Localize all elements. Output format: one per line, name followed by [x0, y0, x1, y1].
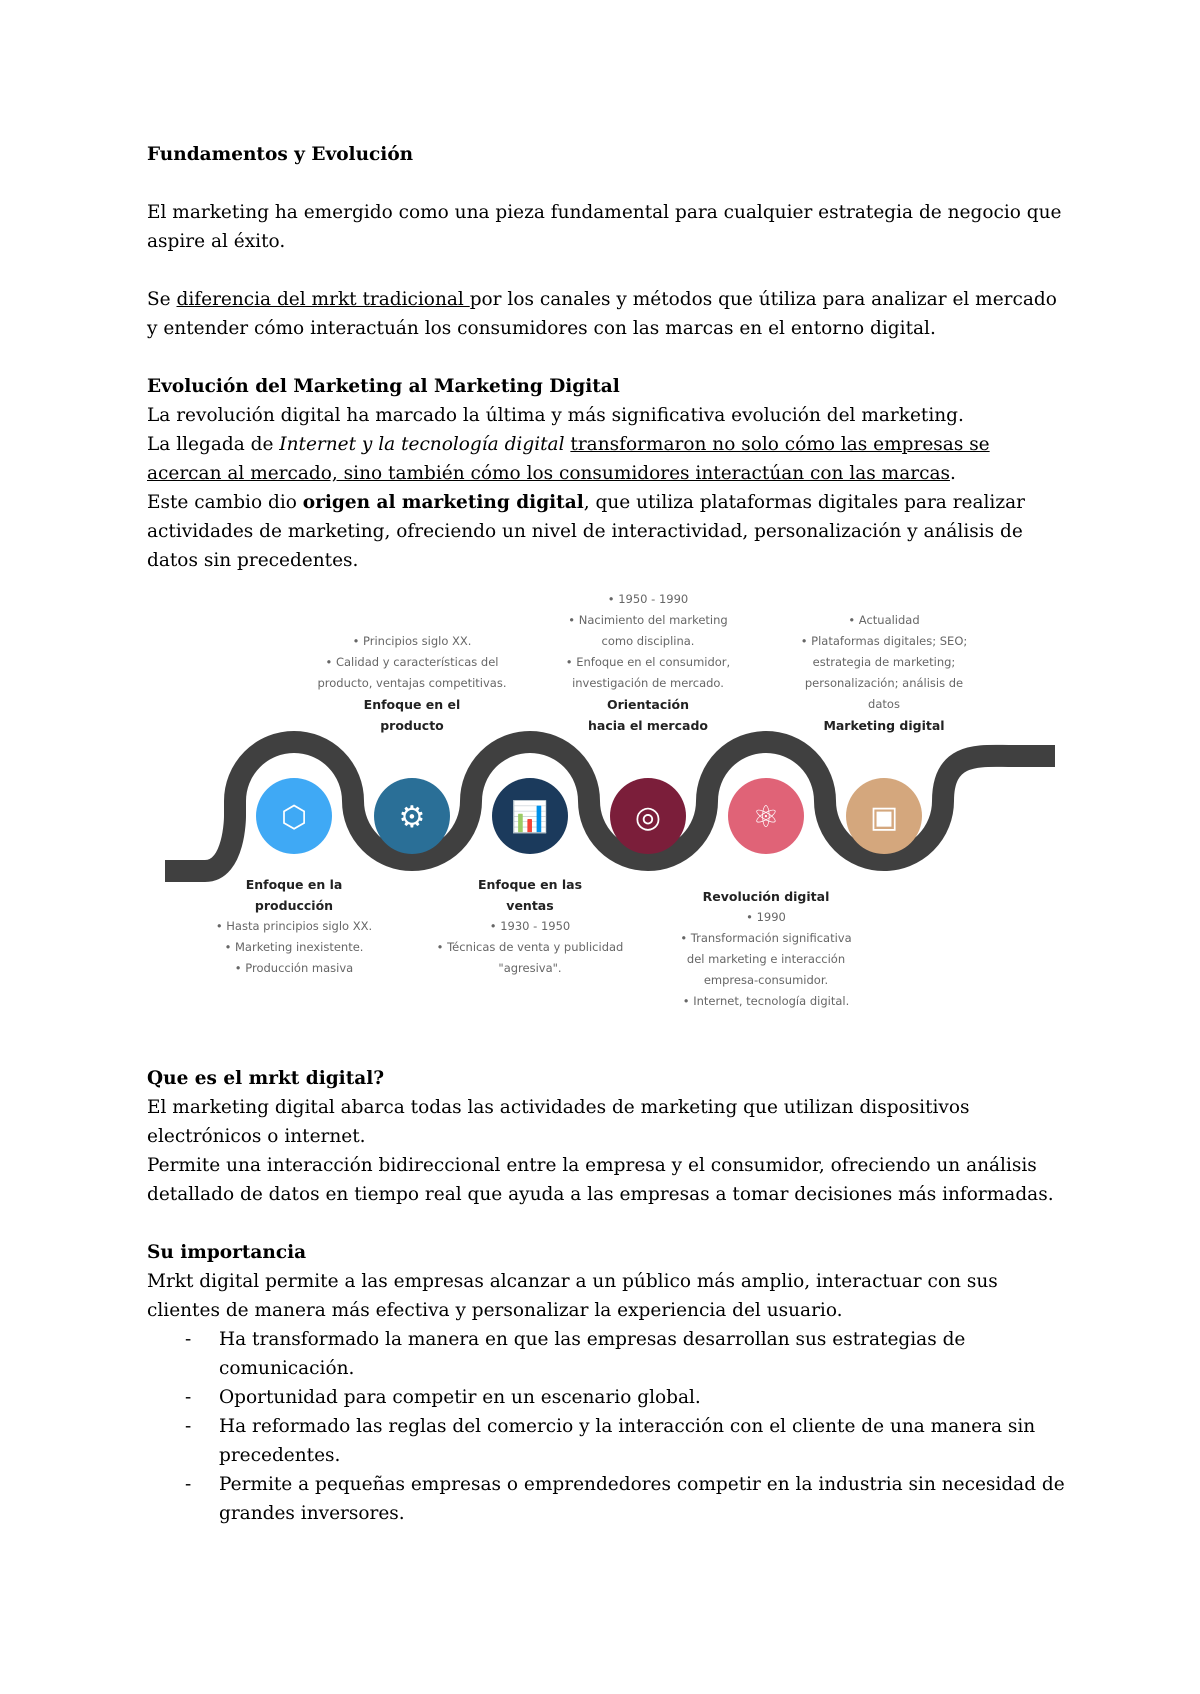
paragraph-diferencia: Se diferencia del mrkt tradicional por los canales y métodos que útiliza para analizar el mercado y entender cómo interactuán los consumidores con las marcas en el entorno digital. [147, 289, 1057, 339]
heading-importancia: Su importancia [147, 1242, 307, 1263]
stage-label: Enfoque en las ventas [477, 877, 583, 913]
document-body [147, 140, 1067, 575]
stage-label: Enfoque en el producto [363, 697, 461, 733]
underlined-phrase: diferencia del mrkt tradicional [176, 289, 470, 310]
stage-bullets [789, 610, 979, 715]
stage-label: Orientación hacia el mercado [588, 697, 708, 733]
stage-bullet: • Principios siglo XX. [352, 634, 472, 648]
stage-bullet: • Marketing inexistente. [224, 940, 364, 954]
stage-text-3 [435, 874, 625, 979]
paragraph-cambio: Este cambio dio origen al marketing digital, que utiliza plataformas digitales para realizar actividades de marketing, ofreciendo un nivel de interactividad, personalización y análisis de datos sin precedentes. [147, 492, 1025, 571]
stage-bullet: • Actualidad [848, 613, 920, 627]
target-people-icon: ◎ [634, 800, 662, 835]
paragraph-intro: El marketing ha emergido como una pieza fundamental para cualquier estrategia de negocio que aspire al éxito. [147, 202, 1062, 252]
heading-evolucion: Evolución del Marketing al Marketing Digital [147, 376, 620, 397]
stage-bullet: • Hasta principios siglo XX. [215, 919, 373, 933]
bold-phrase: origen al marketing digital [302, 492, 584, 513]
timeline-infographic [160, 592, 1060, 1046]
paragraph-revolucion: La revolución digital ha marcado la última y más significativa evolución del marketing. [147, 405, 964, 426]
paragraph-definicion: El marketing digital abarca todas las actividades de marketing que utilizan dispositivos electrónicos o internet. [147, 1097, 970, 1147]
stage-bullet: • Enfoque en el consumidor, investigación de mercado. [565, 655, 731, 690]
heading-que-es: Que es el mrkt digital? [147, 1068, 385, 1089]
stage-bullet: • Nacimiento del marketing como disciplina. [568, 613, 728, 648]
stage-label: Revolución digital [702, 889, 830, 904]
paragraph-importancia: Mrkt digital permite a las empresas alcanzar a un público más amplio, interactuar con sus clientes de manera más efectiva y personalizar la experiencia del usuario. [147, 1271, 998, 1321]
sales-chart-icon: 📊 [511, 800, 549, 835]
list-item: - Ha reformado las reglas del comercio y la interacción con el cliente de una manera sin precedentes. [147, 1412, 1067, 1470]
stage-text-1 [199, 874, 389, 979]
circuit-brain-icon: ⚛ [752, 800, 780, 835]
stage-bullet: • Técnicas de venta y publicidad "agresiva". [436, 940, 624, 975]
list-item: - Oportunidad para competir en un escenario global. [147, 1383, 1067, 1412]
stage-bullet: • Calidad y características del producto, ventajas competitivas. [317, 655, 507, 690]
stage-label: Enfoque en la producción [245, 877, 343, 913]
stage-bullets [435, 916, 625, 979]
importance-list [147, 1325, 1067, 1528]
list-item: - Ha transformado la manera en que las empresas desarrollan sus estrategias de comunicación. [147, 1325, 1067, 1383]
stage-bullet: • Producción masiva [234, 961, 354, 975]
stage-bullet: • Plataformas digitales; SEO; estrategia de marketing; personalización; análisis de datos [800, 634, 968, 711]
italic-phrase: Internet y la tecnología digital [279, 434, 565, 455]
list-item: - Permite a pequeñas empresas o emprendedores competir en la industria sin necesidad de grandes inversores. [147, 1470, 1067, 1528]
stage-bullets [317, 631, 507, 694]
stage-text-4 [553, 589, 743, 736]
gear-box-icon: ⚙ [398, 800, 426, 835]
stage-bullet: • Internet, tecnología digital. [682, 994, 850, 1008]
stage-bullet: • 1990 [746, 910, 786, 924]
stage-bullets [199, 916, 389, 979]
stage-bullets [671, 907, 861, 1012]
paragraph-interaccion: Permite una interacción bidireccional entre la empresa y el consumidor, ofreciendo un análisis detallado de datos en tiempo real que ayuda a las empresas a tomar decisiones más informadas. [147, 1155, 1054, 1205]
paragraph-llegada: La llegada de Internet y la tecnología digital transformaron no solo cómo las empresas se acercan al mercado, sino también cómo los consumidores interactúan con las marcas. [147, 434, 990, 484]
stage-bullet: • 1950 - 1990 [607, 592, 689, 606]
stage-text-6 [789, 610, 979, 736]
stage-bullets [553, 589, 743, 694]
stage-bullet: • 1930 - 1950 [489, 919, 571, 933]
cube-stack-icon: ⬡ [280, 800, 308, 835]
stage-text-5 [671, 886, 861, 1012]
stage-text-2 [317, 631, 507, 736]
underlined-phrase: transformaron no solo cómo las empresas se acercan al mercado, sino también cómo los consumidores interactúan con las marcas [147, 434, 990, 484]
stage-bullet: • Transformación significativa del marketing e interacción empresa-consumidor. [680, 931, 852, 987]
digital-device-icon: ▣ [869, 800, 899, 835]
heading-fundamentos: Fundamentos y Evolución [147, 144, 414, 165]
stage-label: Marketing digital [823, 718, 945, 733]
document-body-2 [147, 1064, 1067, 1528]
